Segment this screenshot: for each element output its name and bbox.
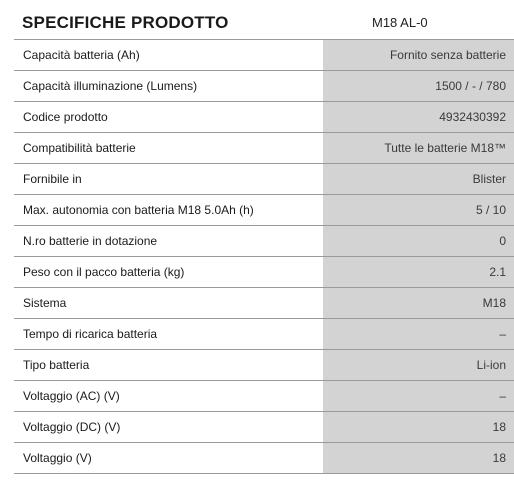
spec-label: Voltaggio (DC) (V) (14, 412, 323, 443)
table-row (14, 226, 514, 257)
spec-value: – (323, 381, 514, 412)
spec-label: Fornibile in (14, 164, 323, 195)
table-row (14, 412, 514, 443)
page-title: SPECIFICHE PRODOTTO (22, 13, 229, 32)
table-row (14, 443, 514, 474)
spec-value: 18 (323, 443, 514, 474)
spec-label: Tipo batteria (14, 350, 323, 381)
spec-label: Peso con il pacco batteria (kg) (14, 257, 323, 288)
spec-value: 2.1 (323, 257, 514, 288)
table-row (14, 350, 514, 381)
table-row (14, 164, 514, 195)
spec-label: N.ro batterie in dotazione (14, 226, 323, 257)
spec-value: 0 (323, 226, 514, 257)
product-model: M18 AL-0 (372, 15, 428, 30)
table-row (14, 133, 514, 164)
table-row (14, 257, 514, 288)
table-row (14, 195, 514, 226)
table-row (14, 71, 514, 102)
spec-value: 4932430392 (323, 102, 514, 133)
table-row (14, 288, 514, 319)
spec-label: Capacità batteria (Ah) (14, 40, 323, 71)
spec-value: 1500 / - / 780 (323, 71, 514, 102)
spec-label: Voltaggio (AC) (V) (14, 381, 323, 412)
spec-label: Max. autonomia con batteria M18 5.0Ah (h) (14, 195, 323, 226)
table-row (14, 319, 514, 350)
table-row (14, 381, 514, 412)
spec-value: 18 (323, 412, 514, 443)
spec-value: Li-ion (323, 350, 514, 381)
spec-label: Sistema (14, 288, 323, 319)
spec-label: Compatibilità batterie (14, 133, 323, 164)
spec-value: Fornito senza batterie (323, 40, 514, 71)
spec-value: Blister (323, 164, 514, 195)
spec-value: Tutte le batterie M18™ (323, 133, 514, 164)
spec-label: Voltaggio (V) (14, 443, 323, 474)
spec-value: – (323, 319, 514, 350)
spec-label: Codice prodotto (14, 102, 323, 133)
spec-label: Tempo di ricarica batteria (14, 319, 323, 350)
table-row (14, 40, 514, 71)
spec-label: Capacità illuminazione (Lumens) (14, 71, 323, 102)
spec-value: M18 (323, 288, 514, 319)
spec-table (14, 39, 514, 474)
table-row (14, 102, 514, 133)
spec-header (0, 0, 514, 40)
spec-value: 5 / 10 (323, 195, 514, 226)
